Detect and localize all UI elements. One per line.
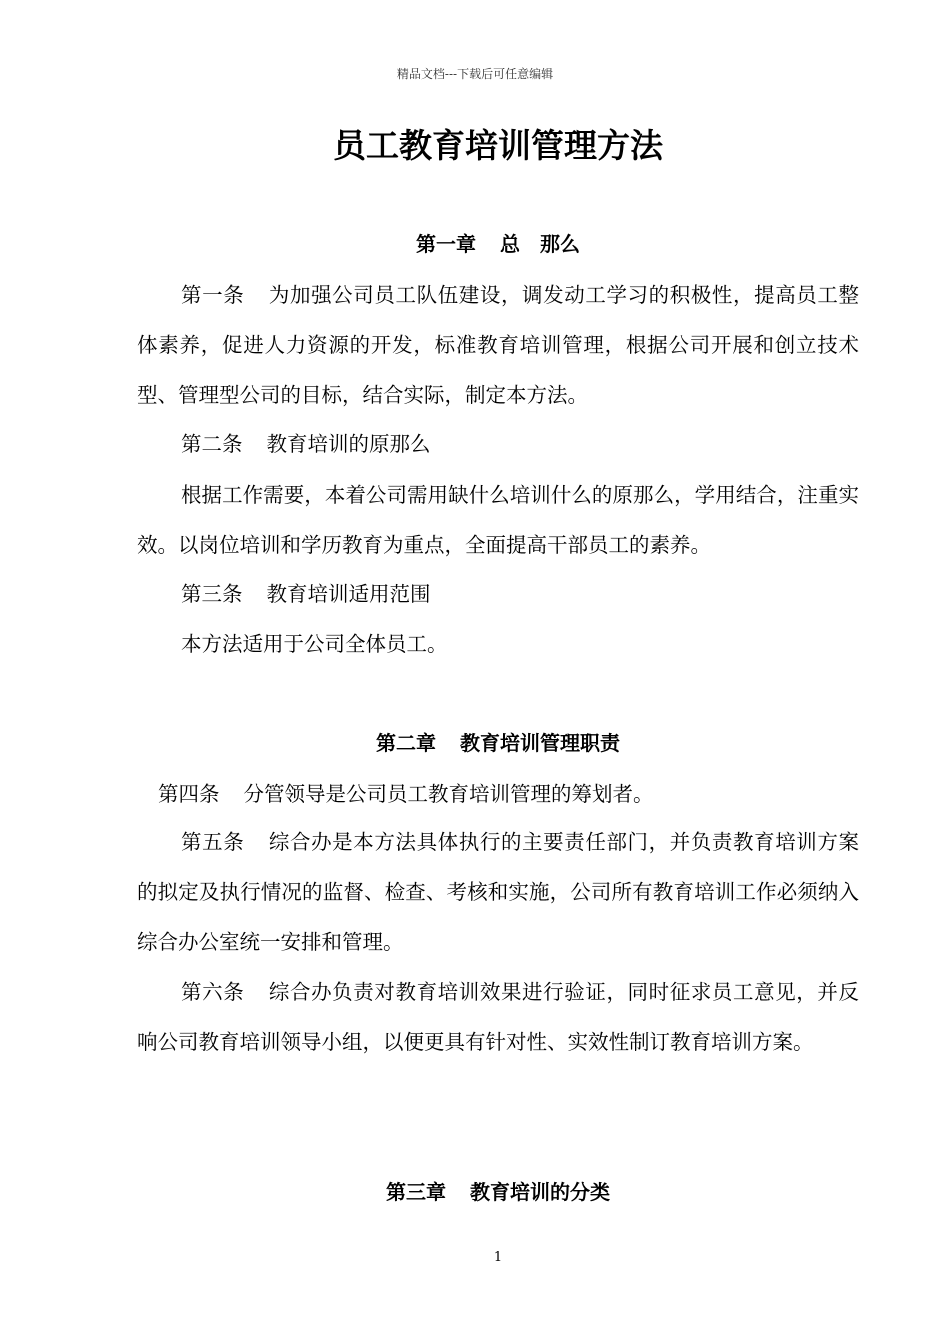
article-text: 为加强公司员工队伍建设，调发动工学习的积极性，提高员工整体素养，促进人力资源的开发，标准教育培训管理，根据公司开展和创立技术型、管理型公司的目标，结合实际，制定本方法。 — [137, 283, 860, 407]
article-text: 分管领导是公司员工教育培训管理的筹划者。 — [243, 782, 654, 806]
chapter-number: 第一章 — [416, 232, 476, 256]
header-note: 精品文档---下载后可任意编辑 — [396, 67, 554, 81]
article-text: 综合办是本方法具体执行的主要责任部门，并负责教育培训方案的拟定及执行情况的监督、检查、考核和实施，公司所有教育培训工作必须纳入综合办公室统一安排和管理。 — [137, 830, 860, 954]
chapter-heading — [0, 230, 950, 258]
article-paragraph — [137, 270, 859, 420]
chapter-title: 教育培训的分类 — [470, 1180, 610, 1204]
article-heading — [181, 430, 431, 458]
article-label: 第三条 — [181, 582, 243, 606]
article-label: 第四条 — [158, 782, 220, 806]
article-heading — [181, 580, 431, 608]
chapter-title: 总 那么 — [500, 232, 580, 256]
article-body: 根据工作需要，本着公司需用缺什么培训什么的原那么，学用结合，注重实效。以岗位培训和学历教育为重点，全面提高干部员工的素养。 — [137, 483, 859, 557]
page-number: 1 — [493, 1250, 503, 1265]
document-title: 员工教育培训管理方法 — [333, 126, 663, 165]
article-body: 本方法适用于公司全体员工。 — [181, 632, 448, 656]
article-paragraph — [137, 817, 859, 967]
article-text: 综合办负责对教育培训效果进行验证，同时征求员工意见，并反响公司教育培训领导小组，以便更具有针对性、实效性制订教育培训方案。 — [137, 980, 860, 1054]
chapter-number: 第二章 — [376, 731, 436, 755]
article-heading — [158, 780, 654, 808]
article-label: 第一条 — [181, 283, 245, 307]
chapter-number: 第三章 — [386, 1180, 446, 1204]
article-text: 教育培训的原那么 — [266, 432, 431, 456]
article-text: 教育培训适用范围 — [266, 582, 431, 606]
article-paragraph — [137, 967, 859, 1067]
chapter-heading — [0, 1178, 950, 1206]
article-label: 第五条 — [181, 830, 245, 854]
article-label: 第六条 — [181, 980, 245, 1004]
chapter-heading — [0, 729, 950, 757]
chapter-title: 教育培训管理职责 — [460, 731, 620, 755]
article-label: 第二条 — [181, 432, 243, 456]
